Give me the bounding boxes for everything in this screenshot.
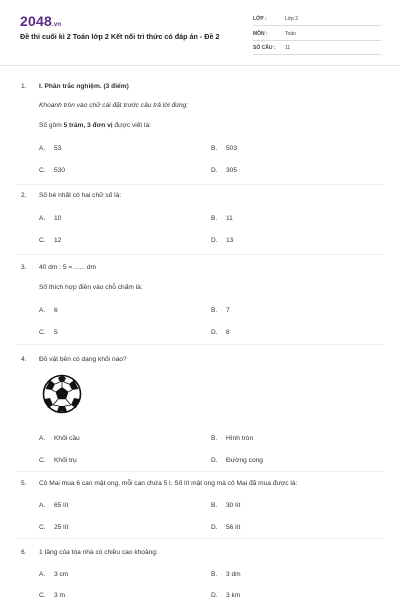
question-number: 1.	[21, 83, 27, 90]
meta-label: LỚP :	[253, 16, 267, 22]
option-c[interactable]: C. 5	[39, 329, 58, 336]
option-c[interactable]: C. 25 lít	[39, 524, 69, 531]
meta-label: SỐ CÂU :	[253, 45, 276, 51]
option-b[interactable]: B. 7	[211, 307, 230, 314]
option-d[interactable]: D. 13	[211, 237, 234, 244]
option-a[interactable]: A. Khối cầu	[39, 435, 80, 442]
option-a[interactable]: A. 10	[39, 215, 62, 222]
option-b[interactable]: B. 11	[211, 215, 233, 222]
instruction-text: Khoanh tròn vào chữ cái đặt trước câu trả lời đúng:	[39, 102, 189, 109]
option-d[interactable]: D. 3 km	[211, 592, 241, 599]
option-a[interactable]: A. 65 lít	[39, 502, 69, 509]
option-d[interactable]: D. Đường cong	[211, 457, 263, 464]
question-prompt: 40 dm : 5 = ...... dm	[39, 264, 96, 271]
meta-class	[253, 14, 381, 26]
meta-value: Lớp 2	[285, 16, 299, 22]
question-prompt: Số gồm 5 trăm, 3 đơn vị được viết là:	[39, 122, 152, 129]
question-prompt: Cô Mai mua 6 can mật ong, mỗi can chứa 5 l. Số lít mật ong mà cô Mai đã mua được là:	[39, 480, 298, 487]
option-a[interactable]: A. 3 cm	[39, 571, 69, 578]
question-number: 2.	[21, 192, 27, 199]
question-number: 6.	[21, 549, 27, 556]
logo-suffix: .vn	[51, 22, 62, 28]
divider	[16, 184, 384, 185]
page-header	[0, 0, 400, 66]
option-d[interactable]: D. 8	[211, 329, 230, 336]
soccer-ball-image	[42, 374, 82, 414]
divider	[16, 254, 384, 255]
question-prompt: 1 tầng của tòa nhà có chiều cao khoảng:	[39, 549, 158, 556]
question-number: 3.	[21, 264, 27, 271]
divider	[16, 471, 384, 472]
option-c[interactable]: C. Khối trụ	[39, 457, 77, 464]
divider	[16, 344, 384, 345]
option-a[interactable]: A. 53	[39, 145, 62, 152]
meta-value: Toán	[285, 31, 296, 37]
option-d[interactable]: D. 56 lít	[211, 524, 241, 531]
question-prompt: Đồ vật bên có dạng khối nào?	[39, 356, 127, 363]
option-b[interactable]: B. 503	[211, 145, 238, 152]
option-a[interactable]: A. 6	[39, 307, 58, 314]
question-number: 4.	[21, 356, 27, 363]
option-b[interactable]: B. Hình tròn	[211, 435, 254, 442]
meta-label: MÔN :	[253, 31, 268, 37]
question-prompt: Số bé nhất có hai chữ số là:	[39, 192, 122, 199]
question-number: 5.	[21, 480, 27, 487]
logo-main: 2048	[20, 13, 52, 29]
meta-question-count	[253, 43, 381, 55]
option-c[interactable]: C. 530	[39, 167, 66, 174]
divider	[16, 538, 384, 539]
option-b[interactable]: B. 30 lít	[211, 502, 241, 509]
option-b[interactable]: B. 3 dm	[211, 571, 241, 578]
meta-value: 11	[285, 45, 291, 51]
option-d[interactable]: D. 305	[211, 167, 238, 174]
question-subprompt: Số thích hợp điền vào chỗ chấm là:	[39, 284, 143, 291]
site-logo[interactable]	[20, 13, 61, 29]
option-c[interactable]: C. 3 m	[39, 592, 65, 599]
document-title: Đề thi cuối kì 2 Toán lớp 2 Kết nối tri thức có đáp án - Đề 2	[20, 32, 220, 41]
meta-subject	[253, 29, 381, 41]
section-title: I. Phần trắc nghiệm. (3 điểm)	[39, 83, 129, 90]
option-c[interactable]: C. 12	[39, 237, 62, 244]
